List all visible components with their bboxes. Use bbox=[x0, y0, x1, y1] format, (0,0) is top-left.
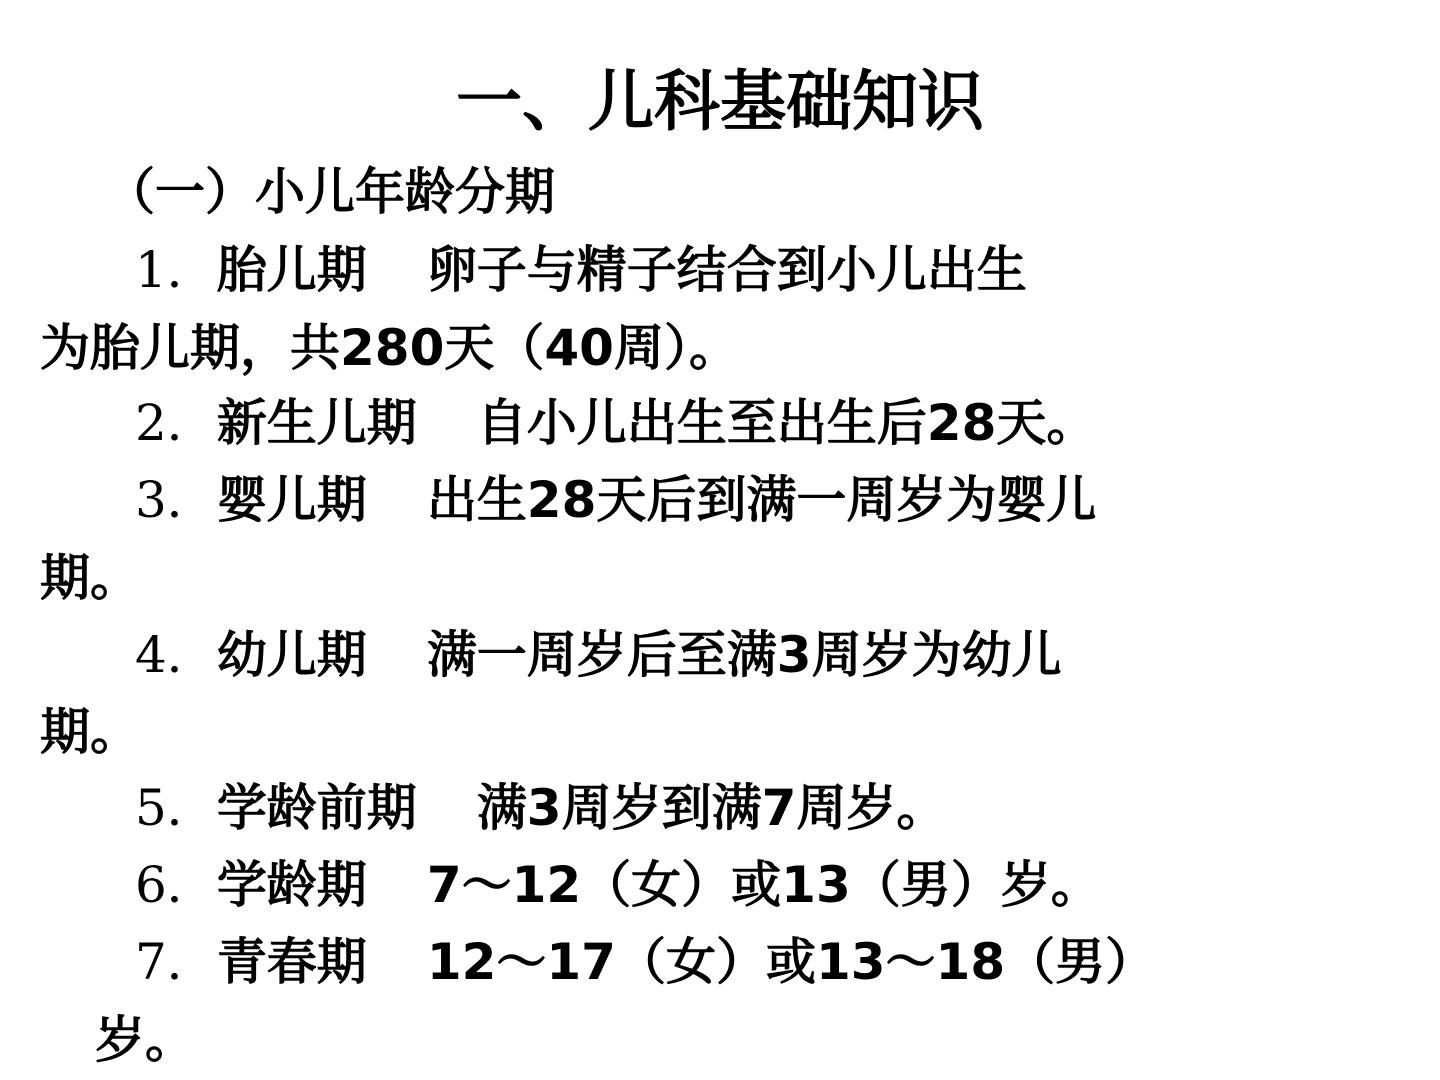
item-description: 满3周岁到满7周岁。 bbox=[476, 779, 947, 837]
item-term: 学龄前期 bbox=[216, 779, 417, 837]
item-description-continued: 为胎儿期，共280天（40周）。 bbox=[40, 319, 739, 377]
item-term: 新生儿期 bbox=[216, 394, 417, 452]
item-description: 满一周岁后至满3周岁为幼儿 bbox=[426, 626, 1062, 684]
item-number: 5． bbox=[135, 779, 217, 837]
list-item bbox=[135, 240, 1027, 300]
item-number: 2． bbox=[135, 394, 217, 452]
item-term: 幼儿期 bbox=[216, 626, 367, 684]
item-term: 婴儿期 bbox=[216, 471, 367, 529]
section-heading: （一）小儿年龄分期 bbox=[105, 163, 555, 221]
item-description: 7～12（女）或13（男）岁。 bbox=[426, 856, 1101, 914]
item-description-continued: 期。 bbox=[40, 549, 140, 607]
list-item bbox=[135, 778, 946, 838]
item-number: 4． bbox=[135, 626, 217, 684]
item-description-continued: 期。 bbox=[40, 703, 140, 761]
item-term: 青春期 bbox=[216, 933, 367, 991]
list-item bbox=[135, 625, 1062, 685]
list-item bbox=[135, 393, 1096, 453]
item-term: 胎儿期 bbox=[216, 241, 367, 299]
list-item bbox=[135, 470, 1096, 530]
item-description: 12～17（女）或13～18（男） bbox=[426, 933, 1156, 991]
list-item bbox=[135, 855, 1101, 915]
item-description: 自小儿出生至出生后28天。 bbox=[476, 394, 1097, 452]
item-description: 卵子与精子结合到小儿出生 bbox=[426, 241, 1027, 299]
item-number: 7． bbox=[135, 933, 217, 991]
item-description: 出生28天后到满一周岁为婴儿 bbox=[426, 471, 1097, 529]
page-title: 一、儿科基础知识 bbox=[456, 63, 984, 140]
item-number: 3． bbox=[135, 471, 217, 529]
item-number: 6． bbox=[135, 856, 217, 914]
item-number: 1． bbox=[135, 241, 217, 299]
list-item bbox=[135, 932, 1155, 992]
item-term: 学龄期 bbox=[216, 856, 367, 914]
item-description-continued: 岁。 bbox=[95, 1011, 195, 1069]
